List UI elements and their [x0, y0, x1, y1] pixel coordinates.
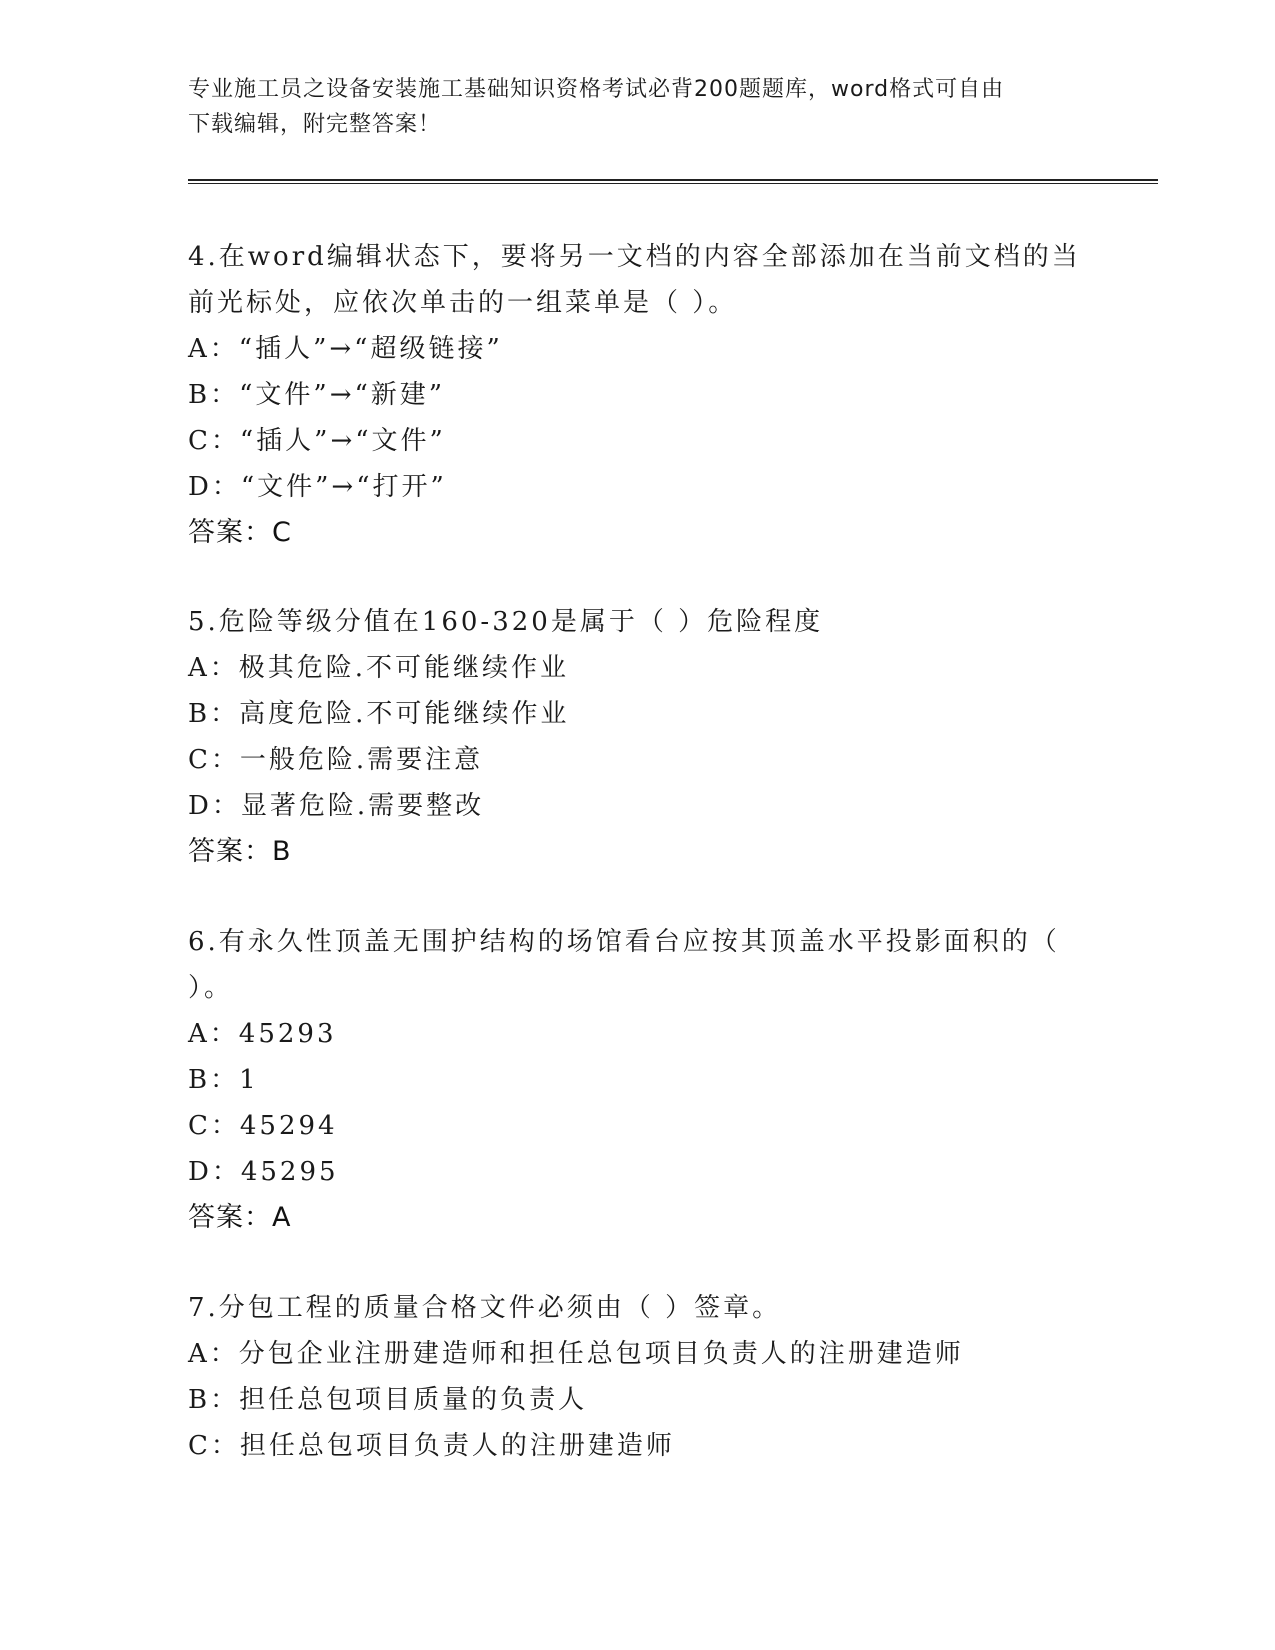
question-text-line: 前光标处，应依次单击的一组菜单是（ ）。 — [188, 288, 738, 318]
option-d: D：45295 — [188, 1157, 339, 1187]
document-header — [188, 72, 1088, 142]
option-a: A：分包企业注册建造师和担任总包项目负责人的注册建造师 — [188, 1339, 964, 1369]
question-text-line: 4.在word编辑状态下，要将另一文档的内容全部添加在当前文档的当 — [188, 242, 1081, 272]
header-divider-thick — [188, 179, 1158, 181]
option-c: C：“插人”→“文件” — [188, 426, 446, 456]
question-text-line: 5.危险等级分值在160-320是属于（ ）危险程度 — [188, 607, 824, 637]
option-d: D：“文件”→“打开” — [188, 472, 447, 502]
option-b: B：担任总包项目质量的负责人 — [188, 1385, 588, 1415]
option-a: A：极其危险.不可能继续作业 — [188, 653, 570, 683]
question-6 — [188, 919, 1088, 1241]
question-5 — [188, 599, 1088, 875]
question-text-line: 7.分包工程的质量合格文件必须由（ ）签章。 — [188, 1293, 782, 1323]
option-c: C：担任总包项目负责人的注册建造师 — [188, 1431, 675, 1461]
question-7 — [188, 1285, 1088, 1469]
option-a: A：45293 — [188, 1019, 337, 1049]
option-b: B：“文件”→“新建” — [188, 380, 446, 410]
answer: 答案：C — [188, 517, 292, 548]
header-title-line-2: 下载编辑，附完整答案！ — [188, 112, 442, 137]
question-4 — [188, 234, 1088, 556]
option-d: D：显著危险.需要整改 — [188, 791, 485, 821]
option-a: A：“插人”→“超级链接” — [188, 334, 503, 364]
header-title-line-1: 专业施工员之设备安装施工基础知识资格考试必背200题题库，word格式可自由 — [188, 77, 1005, 102]
option-b: B：1 — [188, 1065, 259, 1095]
question-text-line: 6.有永久性顶盖无围护结构的场馆看台应按其顶盖水平投影面积的（ — [188, 927, 1060, 957]
option-c: C：45294 — [188, 1111, 338, 1141]
question-text-line: ）。 — [188, 973, 234, 1003]
option-b: B：高度危险.不可能继续作业 — [188, 699, 570, 729]
answer: 答案：B — [188, 836, 292, 867]
answer: 答案：A — [188, 1202, 292, 1233]
option-c: C：一般危险.需要注意 — [188, 745, 484, 775]
header-divider-thin — [188, 183, 1158, 184]
